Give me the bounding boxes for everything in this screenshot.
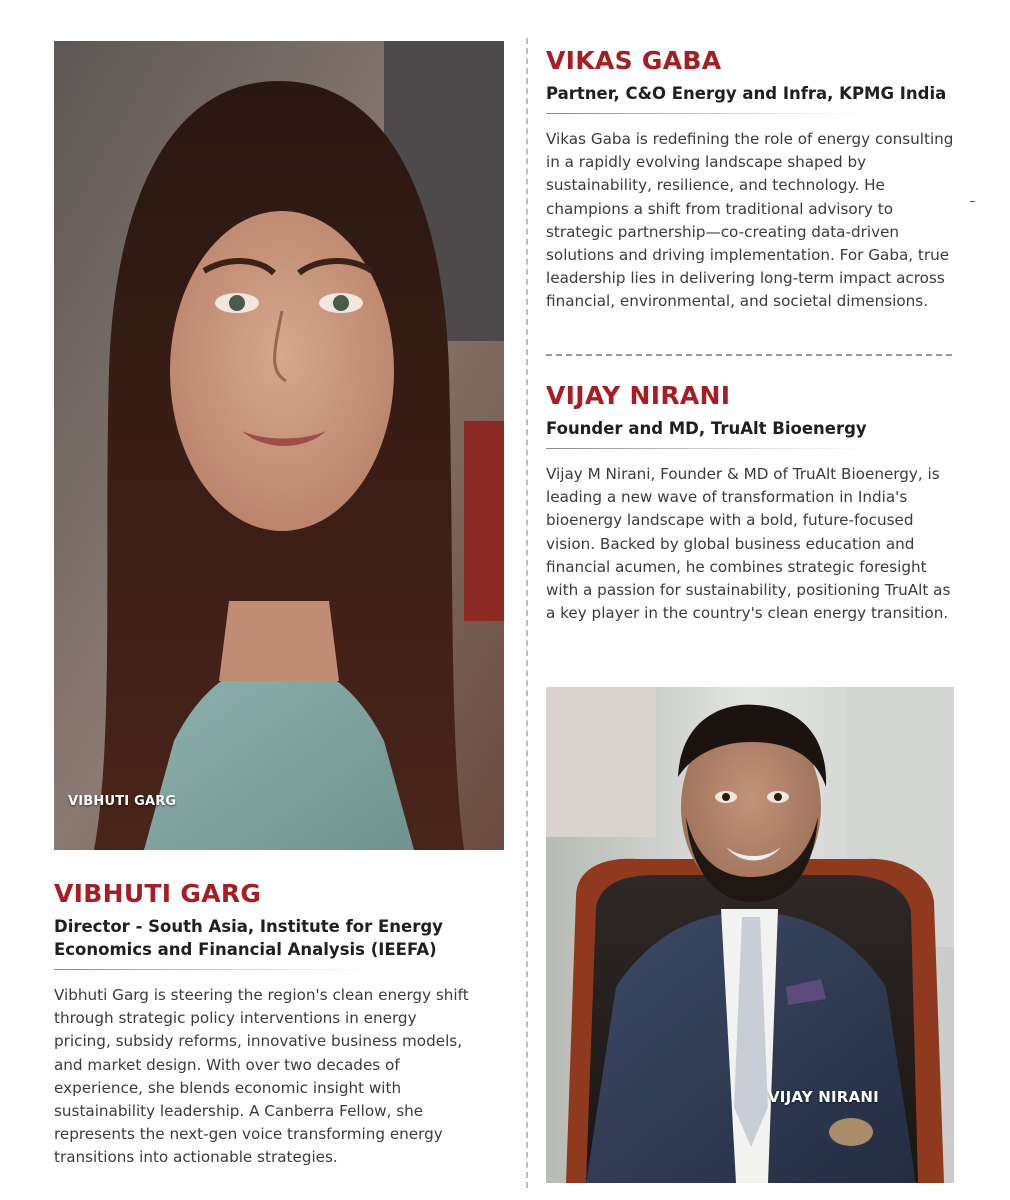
vijay-nirani-profile xyxy=(546,381,956,625)
vikas-gaba-name: VIKAS GABA xyxy=(546,46,722,75)
vibhuti-garg-photo-caption: VIBHUTI GARG xyxy=(68,794,177,809)
vibhuti-garg-role: Director - South Asia, Institute for Energy Economics and Financial Analysis (IEEFA) xyxy=(54,917,443,959)
vijay-nirani-portrait xyxy=(546,687,954,1183)
column-divider xyxy=(526,38,528,1188)
vijay-nirani-photo-caption: VIJAY NIRANI xyxy=(768,1088,879,1106)
vibhuti-garg-photo xyxy=(54,41,504,850)
vikas-gaba-rule xyxy=(546,113,866,114)
margin-mark xyxy=(970,201,975,202)
vibhuti-garg-rule xyxy=(54,969,374,970)
section-divider xyxy=(546,354,952,356)
vibhuti-garg-name: VIBHUTI GARG xyxy=(54,879,262,908)
vijay-nirani-bio: Vijay M Nirani, Founder & MD of TruAlt Bioenergy, is leading a new wave of transformation in India's bioenergy landscape with a bold, future-focused vision. Backed by global business education and financial acumen, he combines strategic foresight with a passion for sustainability, positioning TruAlt as a key player in the country's clean energy transition. xyxy=(546,465,951,623)
vijay-nirani-role: Founder and MD, TruAlt Bioenergy xyxy=(546,419,867,438)
vibhuti-garg-profile xyxy=(54,879,474,1170)
vijay-nirani-rule xyxy=(546,448,866,449)
vijay-nirani-photo xyxy=(546,687,954,1183)
vikas-gaba-profile xyxy=(546,46,956,314)
vikas-gaba-role: Partner, C&O Energy and Infra, KPMG India xyxy=(546,84,947,103)
vijay-nirani-name: VIJAY NIRANI xyxy=(546,381,731,410)
vibhuti-garg-bio: Vibhuti Garg is steering the region's clean energy shift through strategic policy interventions in energy pricing, subsidy reforms, innovative business models, and market design. With over two decades of experience, she blends economic insight with sustainability leadership. A Canberra Fellow, she represents the next-gen voice transforming energy transitions into actionable strategies. xyxy=(54,986,469,1167)
vibhuti-garg-portrait xyxy=(54,41,504,850)
vikas-gaba-bio: Vikas Gaba is redefining the role of energy consulting in a rapidly evolving landscape shaped by sustainability, resilience, and technology. He champions a shift from traditional advisory to strategic partnership—co-creating data-driven solutions and driving implementation. For Gaba, true leadership lies in delivering long-term impact across financial, environmental, and societal dimensions. xyxy=(546,130,954,311)
